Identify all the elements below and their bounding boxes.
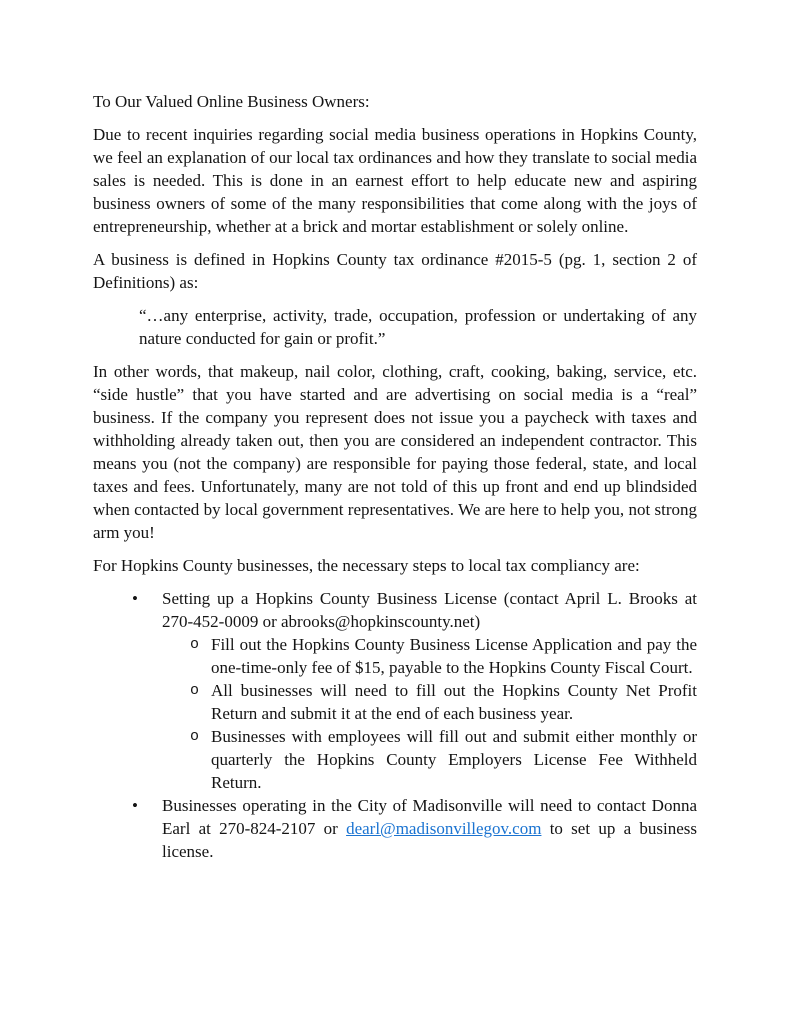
list-item [93, 794, 697, 863]
salutation: To Our Valued Online Business Owners: [93, 92, 370, 111]
compliance-steps-list [93, 587, 697, 863]
ordinance-quote: “…any enterprise, activity, trade, occupation, profession or undertaking of any nature conducted for gain or profit.” [139, 306, 697, 348]
bullet-icon: • [132, 796, 138, 815]
list-subitem [93, 725, 697, 794]
paragraph-steps-intro: For Hopkins County businesses, the necessary steps to local tax compliancy are: [93, 556, 640, 575]
list-subitem-text: All businesses will need to fill out the Hopkins County Net Profit Return and submit it at the end of each business year. [211, 681, 697, 723]
list-item-text: Setting up a Hopkins County Business License (contact April L. Brooks at 270-452-0009 or abrooks@hopkinscounty.net) [162, 589, 697, 631]
paragraph-intro: Due to recent inquiries regarding social media business operations in Hopkins County, we feel an explanation of our local tax ordinances and how they translate to social media sales is needed. This is done in an earnest effort to help educate new and aspiring business owners of some of the many responsibilities that come along with the joys of entrepreneurship, whether at a brick and mortar establishment or solely online. [93, 125, 697, 236]
list-item-text-after-link: to set up a business license. [162, 819, 697, 861]
list-subitem-text: Fill out the Hopkins County Business License Application and pay the one-time-only fee of $15, payable to the Hopkins County Fiscal Court. [211, 635, 697, 677]
list-subitem [93, 679, 697, 725]
bullet-icon: • [132, 589, 138, 608]
paragraph-definition: A business is defined in Hopkins County tax ordinance #2015-5 (pg. 1, section 2 of Definitions) as: [93, 250, 697, 292]
circle-bullet-icon: o [190, 682, 200, 699]
list-subitem-text: Businesses with employees will fill out and submit either monthly or quarterly the Hopkins County Employers License Fee Withheld Return. [211, 727, 697, 792]
list-item [93, 587, 697, 633]
list-subitem [93, 633, 697, 679]
paragraph-explanation: In other words, that makeup, nail color, clothing, craft, cooking, baking, service, etc. “side hustle” that you have started and are advertising on social media is a “real” business. If the company you represent does not issue you a paycheck with taxes and withholding already taken out, then you are considered an independent contractor. This means you (not the company) are responsible for paying those federal, state, and local taxes and fees. Unfortunately, many are not told of this up front and end up blindsided when contacted by local government representatives. We are here to help you, not strong arm you! [93, 362, 697, 542]
list-item-text-before-link: Businesses operating in the City of Madisonville will need to contact Donna Earl at 270-824-2107 or [162, 796, 697, 838]
madisonville-email-link[interactable]: dearl@madisonvillegov.com [346, 819, 542, 838]
circle-bullet-icon: o [190, 636, 200, 653]
circle-bullet-icon: o [190, 728, 200, 745]
